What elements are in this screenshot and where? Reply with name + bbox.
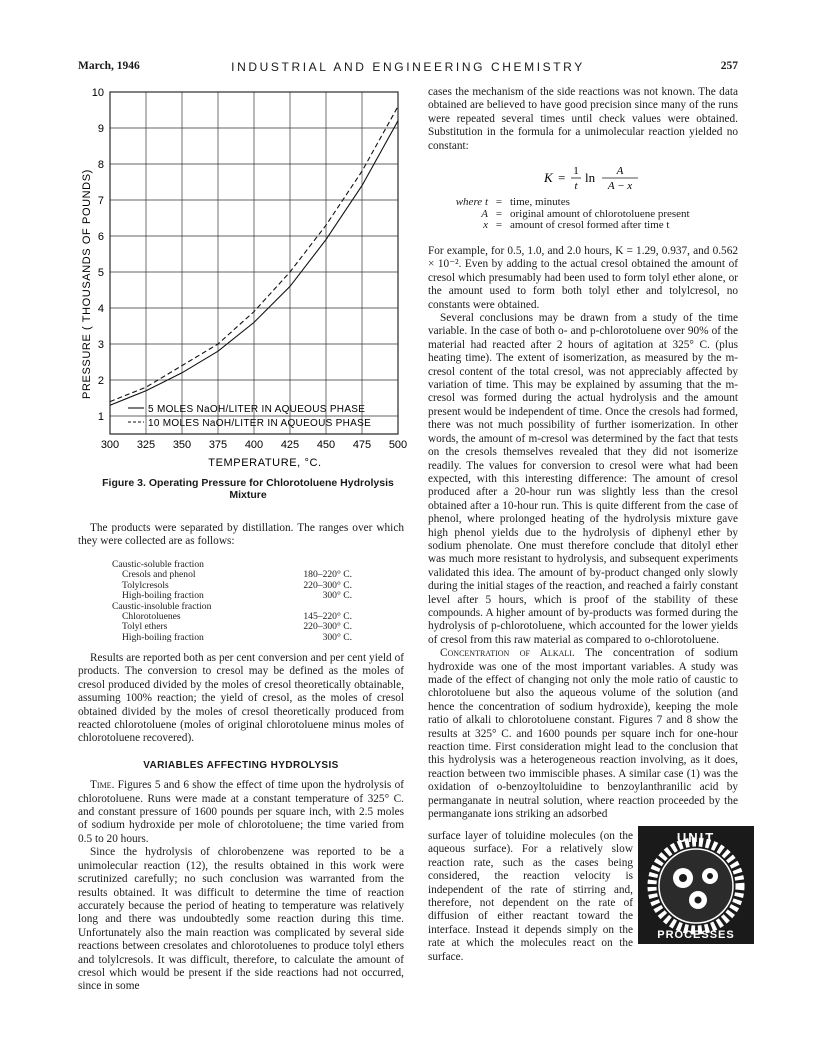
paragraph-text: Figures 5 and 6 show the effect of time upon the hydrolysis of chlorotoluene. Runs were made at a constant temperature of 325° C. and constant pressure of 1600 pounds per square inch, with 2.5 moles of sodium hydroxide per mole of chlorotoluene; the time varied from 0.5 to 20 hours. — [78, 779, 404, 845]
legend-label: 10 MOLES NaOH/LITER IN AQUEOUS PHASE — [148, 418, 372, 429]
y-tick-label: 5 — [97, 267, 104, 279]
right-column-narrow — [428, 830, 633, 964]
gear-rim — [659, 849, 733, 923]
left-column-body — [78, 652, 404, 994]
fraction-name: Tolylcresols — [122, 579, 169, 591]
y-tick-label: 9 — [97, 123, 104, 135]
y-tick-label: 8 — [97, 159, 104, 171]
figure-caption — [88, 477, 408, 501]
formula-ln: ln — [585, 170, 596, 185]
fraction-range: 300° C. — [322, 631, 352, 643]
figure-label: Figure 3. — [102, 477, 146, 489]
y-axis-label: PRESSURE ( THOUSANDS OF POUNDS) — [81, 169, 93, 399]
definition-def: time, minutes — [510, 196, 570, 208]
figure-caption-text: Operating Pressure for Chlorotoluene Hydrolysis Mixture — [148, 477, 394, 501]
unimolecular-formula — [540, 162, 680, 192]
x-tick-label: 350 — [172, 439, 192, 451]
paragraph-text: The concentration of sodium hydroxide was one of the most important variables. A study was made of the effect of changing not only the mole ratio of caustic to chlorotoluene but also the aqueous volume of the solution (and hence the concentration of sodium hydroxide), keeping the mole ratio of alkali to chlorotoluene constant. Figures 7 and 8 show the results at 325° C. and 1600 pounds per square inch for one-hour reaction time. First consideration might lead to the conclusion that this hydrolysis was a heterogeneous reaction involving, as it does, reaction between two immiscible phases. A similar case (1) was the oxidation of o-benzoyltoluidine to benzoylanthranilic acid by permanganate in neutral solution, where reaction proceeded by the permanganate ions striking an adsorbed — [428, 647, 738, 821]
emblem-hub-c — [695, 897, 702, 904]
x-tick-label: 500 — [388, 439, 408, 451]
definition-row — [430, 197, 694, 209]
x-tick-label: 325 — [136, 439, 156, 451]
formula-eq: = — [558, 170, 566, 185]
emblem-hub-a — [679, 874, 687, 882]
definition-row — [430, 220, 694, 232]
definition-sym: x — [483, 219, 488, 231]
definition-sym: A — [481, 207, 488, 220]
definition-eq: = — [495, 196, 503, 208]
emblem-bottom-text: PROCESSES — [657, 929, 735, 941]
emblem-top-text: UNIT — [676, 830, 716, 845]
pressure-chart-svg — [70, 84, 420, 474]
y-tick-label: 6 — [97, 231, 104, 243]
fraction-name: Cresols and phenol — [122, 569, 196, 581]
where-table — [430, 197, 694, 232]
paragraph — [78, 779, 404, 846]
paragraph: surface layer of toluidine molecules (on the aqueous surface). For a relatively slow reaction rate, such as the cases being considered, the reaction velocity is independent of the rate of stirring and, therefore, not dependent on the rate of diffusion of either reactant toward the interface. Instead it depends simply on the rate at which the molecules react on the surface. — [428, 830, 633, 963]
formula-den2: A − x — [607, 180, 633, 192]
paragraph: For example, for 0.5, 1.0, and 2.0 hours, K = 1.29, 0.937, and 0.562 × 10⁻². Even by adding to the actual cresol obtained the amount of cresol which presumably had been used to form tolyl ether alone, or the amount used to form both tolyl ether and tolylcresol, no constants were obtained. — [428, 245, 738, 311]
legend-label: 5 MOLES NaOH/LITER IN AQUEOUS PHASE — [148, 404, 366, 415]
x-tick-label: 300 — [100, 439, 120, 451]
x-tick-label: 400 — [244, 439, 264, 451]
paragraph: cases the mechanism of the side reactions was not known. The data obtained are believed to have good precision since many of the runs were repeated several times until check values were obtained. Substitution in the formula for a unimolecular reaction yielded no constant: — [428, 86, 738, 152]
definition-sym: where t — [455, 196, 488, 208]
right-column-body — [428, 245, 738, 821]
paragraph: The products were separated by distillation. The ranges over which they were collected are as follows: — [78, 522, 404, 548]
right-column-top — [428, 86, 738, 153]
formula-svg — [540, 162, 680, 194]
paragraph: Results are reported both as per cent conversion and per cent yield of products. The conversion to cresol may be defined as the moles of cresol produced divided by the moles of cresol theoretically obtainable, assuming 100% reaction; the yield of cresol, as the moles of cresol obtained divided by the moles of cresol theoretically produced from reacted chlorotoluene (moles of original chlorotoluene minus moles of chlorotoluene recovered). — [78, 652, 404, 745]
fraction-name: High-boiling fraction — [122, 631, 204, 643]
emblem-hub-b — [707, 873, 713, 879]
y-tick-label: 1 — [97, 411, 104, 423]
formula-k: K — [544, 170, 553, 185]
definition-eq: = — [495, 219, 503, 231]
fraction-name: Caustic-insoluble fraction — [112, 600, 212, 612]
page-number: 257 — [720, 60, 738, 72]
definition-def: amount of cresol formed after time t — [510, 219, 670, 231]
formula-den1: t — [574, 180, 578, 192]
formula-num2: A — [616, 165, 624, 177]
y-tick-label: 7 — [97, 195, 104, 207]
y-tick-label: 10 — [91, 87, 104, 99]
run-in-heading: Time. — [90, 779, 115, 792]
chart-grid — [110, 92, 398, 434]
fraction-table — [112, 560, 352, 643]
fraction-name: Tolyl ethers — [122, 621, 168, 633]
y-tick-label: 3 — [97, 339, 104, 351]
running-header — [78, 60, 738, 76]
fraction-range: 180–220° C. — [303, 569, 352, 581]
x-axis-label: TEMPERATURE, °C. — [208, 457, 322, 469]
paragraph: Several conclusions may be drawn from a study of the time variable. In the case of both o- and p-chlorotoluene over 90% of the material had reacted after 2 hours of agitation at 325° C. (plus heating time). The extent of isomerization, as measured by the m-cresol content of the total cresol, was not appreciably affected by variation of time. This may be explained by assuming that the m-cresol was formed during the actual hydrolysis and the amount present would be independent of time. Once the cresols had formed, there was not much possibility of further isomerization. In other words, the amount of m-cresol was determined by the fact that tests on the cresols themselves revealed that they did not isomerize readily. The values for conversion to cresol were what had been expected, with this interesting difference: The amount of cresol produced after a 20-hour run was slightly less than the cresol obtained after a 10-hour run. This is quite different from the case of phenol, where prolonged heating of the hydrolysis mixture gave high phenol yields due to the hydrolysis of diphenyl ether by sodium phenolate. One must therefore conclude that ditolyl ether was much more resistant to hydrolysis, and subsequent experiments validated this idea. The amount of by-product changed only slowly during the initial stages of the reaction, and reached a fairly constant level after 5 hours, which is proof of the stability of these compounds. A higher amount of by-products was formed during the hydrolysis of p-chlorotoluene, which accounted for the lower yields of cresol from this raw material as compared to o-chlorotoluene. — [428, 312, 738, 646]
fraction-name: Chlorotoluenes — [122, 611, 181, 623]
left-intro — [78, 522, 404, 549]
figure-3-chart — [70, 84, 420, 474]
chart-ticks — [92, 87, 407, 451]
formula-num1: 1 — [573, 165, 579, 177]
y-tick-label: 2 — [97, 375, 104, 387]
x-tick-label: 475 — [352, 439, 372, 451]
run-in-heading: Concentration of Alkali. — [440, 647, 575, 660]
fraction-row — [112, 633, 352, 643]
issue-date: March, 1946 — [78, 60, 140, 72]
variable-definitions — [430, 197, 740, 232]
x-tick-label: 425 — [280, 439, 300, 451]
fraction-range: 300° C. — [322, 590, 352, 602]
fraction-range: 220–300° C. — [303, 621, 352, 633]
paragraph — [428, 647, 738, 821]
fraction-range: 145–220° C. — [303, 611, 352, 623]
x-tick-label: 450 — [316, 439, 336, 451]
definition-eq: = — [495, 207, 503, 220]
chart-legend — [128, 404, 371, 429]
journal-title: INDUSTRIAL AND ENGINEERING CHEMISTRY — [231, 60, 585, 74]
definition-def: original amount of chlorotoluene present — [510, 207, 690, 220]
fraction-name: Caustic-soluble fraction — [112, 559, 204, 570]
unit-processes-emblem — [638, 826, 754, 944]
y-tick-label: 4 — [97, 303, 104, 315]
fraction-name: High-boiling fraction — [122, 590, 204, 602]
section-heading: VARIABLES AFFECTING HYDROLYSIS — [143, 759, 339, 771]
emblem-svg — [638, 826, 754, 944]
x-tick-label: 375 — [208, 439, 228, 451]
fraction-range: 220–300° C. — [303, 579, 352, 591]
paragraph: Since the hydrolysis of chlorobenzene was reported to be a unimolecular reaction (12), the results obtained in this work were scrutinized carefully; no such conclusion was warranted from the results obtained. It was difficult to determine the time of reaction accurately because the period of heating to temperature was relatively long and there was undoubtedly some reaction during this time. Unfortunately also the main reaction was complicated by several side reactions between cresolates and chlorotoluenes to produce tolyl ethers and tolylcresols. It was difficult, therefore, to calculate the amount of cresol which would be present if the side reactions had not occurred, since in some — [78, 846, 404, 993]
